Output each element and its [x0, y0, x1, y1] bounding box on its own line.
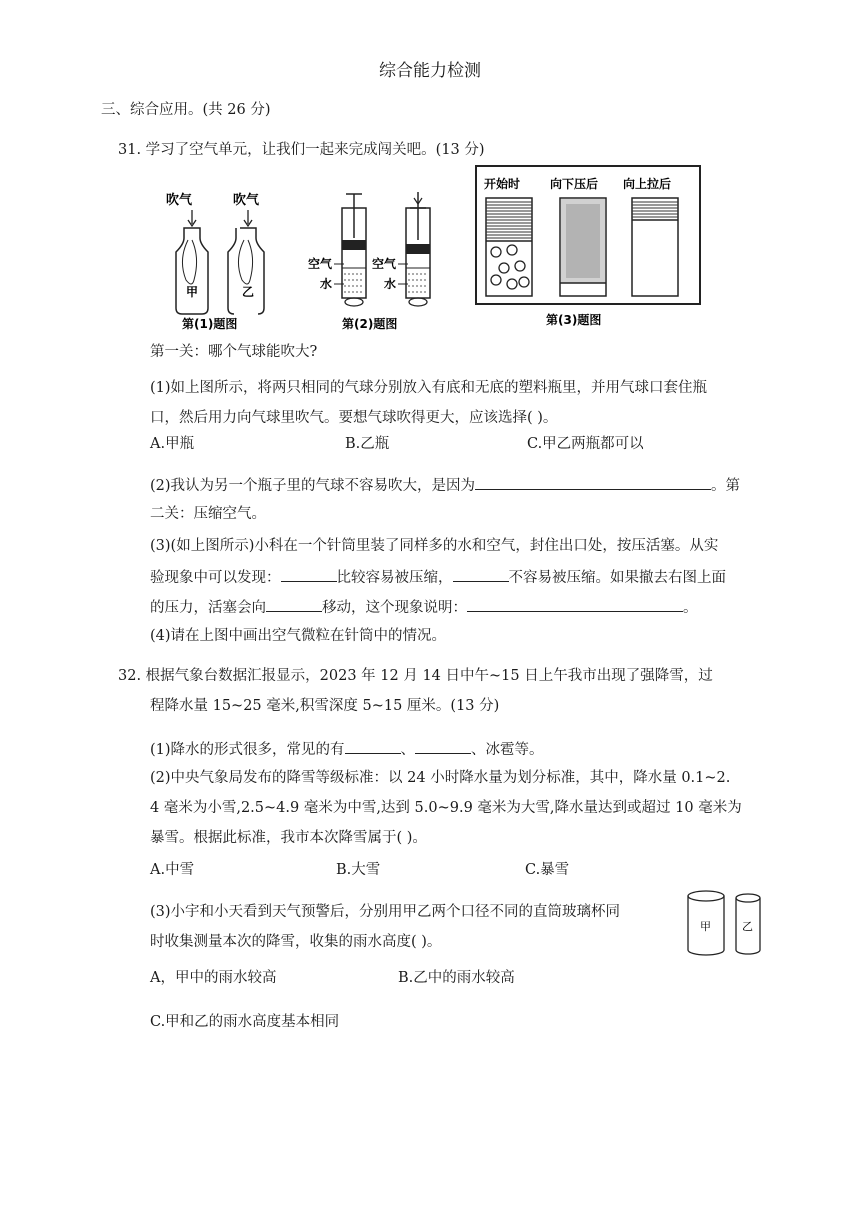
bottle-label-yi: 乙 [242, 285, 255, 299]
water-label-1: 水 [320, 277, 333, 291]
cup-label-jia: 甲 [700, 920, 711, 933]
q32-p1 [150, 738, 544, 760]
q31-p3-text-c: 不容易被压缩。如果撤去右图上面 [508, 570, 726, 586]
q31-p2-text-b: 。第 [711, 478, 741, 494]
q31-p3-line2 [150, 566, 726, 588]
q31-p1-option-a: A.甲瓶 [150, 436, 195, 452]
q31-p1-option-c: C.甲乙两瓶都可以 [527, 436, 644, 452]
q31-p4: (4)请在上图中画出空气微粒在针筒中的情况。 [150, 628, 447, 644]
q32-p3-line2: 时收集测量本次的降雪，收集的雨水高度( )。 [150, 934, 442, 950]
level-1-heading: 第一关：哪个气球能吹大? [150, 344, 318, 360]
section-heading: 三、综合应用。(共 26 分) [101, 102, 271, 118]
state-label-pull: 向上拉后 [623, 177, 672, 191]
answer-blank[interactable] [467, 596, 683, 612]
state-label-press: 向下压后 [550, 177, 599, 191]
q32-p2-line1: (2)中央气象局发布的降雪等级标准：以 24 小时降水量为划分标准，其中，降水量 0.1~2. [150, 770, 731, 786]
q31-p3-line1: (3)(如上图所示)小科在一个针筒里装了同样多的水和空气，封住出口处，按压活塞。从实 [150, 538, 719, 554]
cups-figure [684, 888, 768, 958]
bottle-jia [176, 228, 208, 314]
q31-p3-text-f: 。 [683, 600, 698, 616]
q31-p3-text-d: 的压力，活塞会向 [150, 600, 266, 616]
figure-2-syringes [306, 184, 448, 330]
blow-label-1: 吹气 [166, 193, 193, 208]
cup-yi [736, 894, 760, 954]
q32-p1-text-c: 、冰雹等。 [471, 742, 544, 758]
q31-p2-line1 [150, 474, 740, 496]
cup-jia [688, 891, 724, 955]
air-label-2: 空气 [372, 257, 397, 271]
q31-p1-line1: (1)如上图所示，将两只相同的气球分别放入有底和无底的塑料瓶里，并用气球口套住瓶 [150, 380, 708, 396]
syringe-right [372, 192, 430, 306]
syringe-left [308, 194, 366, 306]
cup-label-yi: 乙 [742, 920, 753, 933]
answer-blank[interactable] [266, 596, 322, 612]
answer-blank[interactable] [281, 566, 337, 582]
answer-blank[interactable] [475, 474, 711, 490]
figure-3-particles [474, 164, 702, 334]
bottle-yi [228, 228, 264, 314]
q31-p1-option-b: B.乙瓶 [345, 436, 390, 452]
blow-label-2: 吹气 [233, 193, 260, 208]
answer-blank[interactable] [345, 738, 401, 754]
page-title: 综合能力检测 [379, 61, 481, 81]
bottle-label-jia: 甲 [186, 285, 199, 299]
q32-p1-text-b: 、 [400, 742, 416, 758]
air-label-1: 空气 [308, 257, 333, 271]
figure-2-caption: 第(2)题图 [342, 317, 398, 330]
q31-p2-line2: 二关：压缩空气。 [150, 506, 266, 522]
question-31-stem: 31. 学习了空气单元，让我们一起来完成闯关吧。(13 分) [118, 142, 485, 158]
q31-p3-text-a: 验现象中可以发现： [150, 570, 281, 586]
q31-p3-line3 [150, 596, 698, 618]
q32-p3-option-a: A，甲中的雨水较高 [150, 970, 277, 986]
q32-p3-line1: (3)小宇和小天看到天气预警后，分别用甲乙两个口径不同的直筒玻璃杯同 [150, 904, 621, 920]
q32-p2-line3: 暴雪。根据此标准，我市本次降雪属于( )。 [150, 830, 427, 846]
figure-3-caption: 第(3)题图 [546, 313, 602, 327]
q32-p1-text-a: (1)降水的形式很多，常见的有 [150, 742, 345, 758]
answer-blank[interactable] [415, 738, 471, 754]
question-32-stem-line2: 程降水量 15~25 毫米,积雪深度 5~15 厘米。(13 分) [150, 698, 500, 714]
answer-blank[interactable] [453, 566, 509, 582]
question-32-stem-line1: 32. 根据气象台数据汇报显示，2023 年 12 月 14 日中午~15 日上午我市出现了强降雪，过 [118, 668, 713, 684]
q31-p3-text-b: 比较容易被压缩， [336, 570, 453, 586]
q32-p2-option-b: B.大雪 [336, 862, 381, 878]
q31-p2-text-a: (2)我认为另一个瓶子里的气球不容易吹大，是因为 [150, 478, 476, 494]
q32-p2-line2: 4 毫米为小雪,2.5~4.9 毫米为中雪,达到 5.0~9.9 毫米为大雪,降水量达到或超过 10 毫米为 [150, 800, 742, 816]
q31-p3-text-e: 移动，这个现象说明： [322, 600, 467, 616]
state-label-start: 开始时 [484, 177, 521, 191]
figure-1-bottles [160, 184, 285, 330]
q32-p2-option-a: A.中雪 [150, 862, 195, 878]
q32-p2-option-c: C.暴雪 [525, 862, 570, 878]
q32-p3-option-b: B.乙中的雨水较高 [398, 970, 515, 986]
figure-1-caption: 第(1)题图 [182, 317, 238, 330]
q32-p3-option-c: C.甲和乙的雨水高度基本相同 [150, 1014, 340, 1030]
water-label-2: 水 [384, 277, 397, 291]
q31-p1-line2: 口，然后用力向气球里吹气。要想气球吹得更大，应该选择( )。 [150, 410, 558, 426]
